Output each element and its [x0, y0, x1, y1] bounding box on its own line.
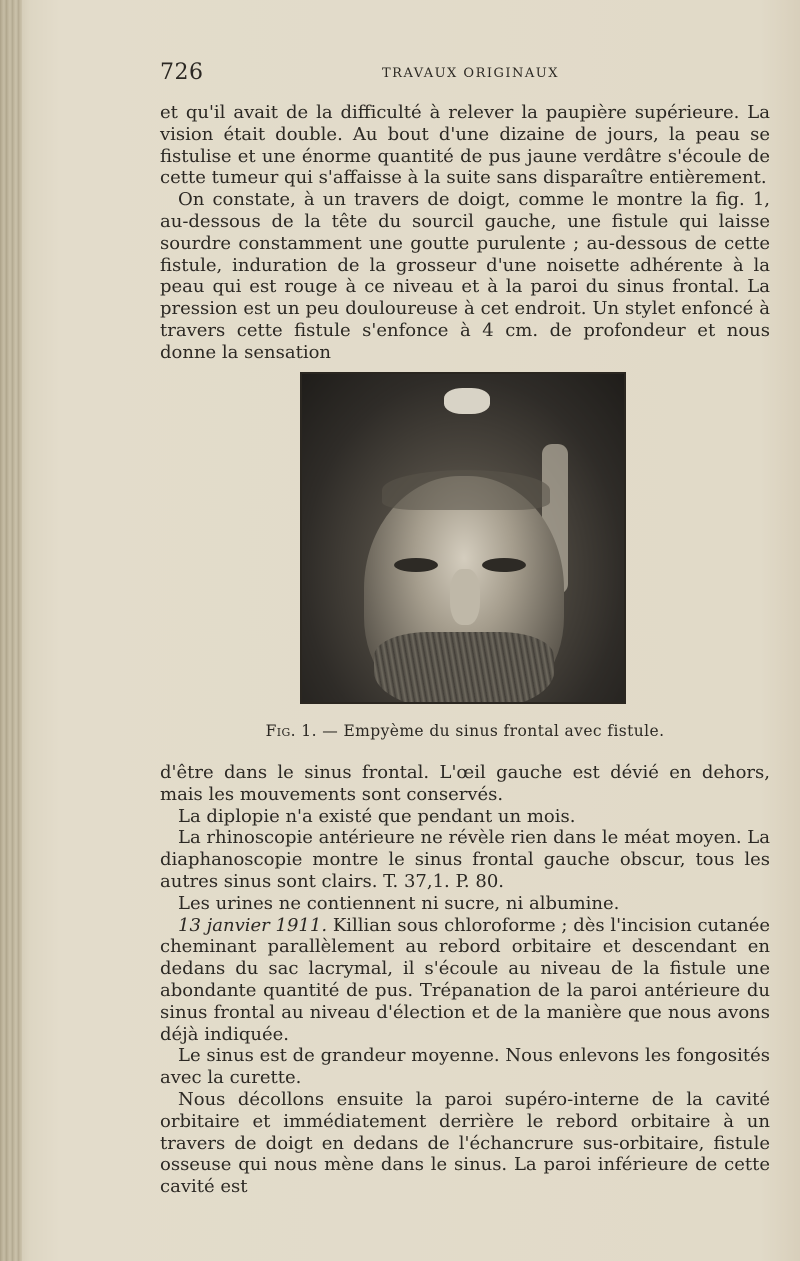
paragraph: Le sinus est de grandeur moyenne. Nous enlevons les fongosités avec la curette.: [160, 1045, 770, 1089]
paragraph: d'être dans le sinus frontal. L'œil gauche est dévié en dehors, mais les mouvements sont conservés.: [160, 762, 770, 805]
paragraph: et qu'il avait de la difficulté à relever la paupière supérieure. La vision était double. Au bout d'une dizaine de jours, la peau se fistulise et une énorme quantité de pus jaune verdâtre s'écoule de cette tumeur qui s'affaisse à la suite sans disparaître entièrement.: [160, 102, 770, 189]
paragraph: La diplopie n'a existé que pendant un mois.: [178, 805, 576, 827]
dated-paragraph: [160, 915, 770, 1046]
page-binding: [0, 0, 22, 1261]
paragraph: La rhinoscopie antérieure ne révèle rien dans le méat moyen. La diaphanoscopie montre le sinus frontal gauche obscur, tous les autres sinus sont clairs. T. 37,1. P. 80.: [160, 827, 770, 892]
background-lamp: [444, 388, 490, 414]
figure-caption: [160, 722, 770, 740]
patient-right-eye: [482, 558, 526, 572]
patient-photograph: [300, 372, 626, 704]
body-text-top: [160, 102, 770, 364]
page-number: 726: [160, 60, 204, 85]
figure-caption-text: — Empyème du sinus frontal avec fistule.: [322, 722, 665, 740]
entry-date: 13 janvier 1911.: [178, 914, 328, 936]
entry-text: Killian sous chloroforme ; dès l'incision cutanée cheminant parallèlement au rebord orbitaire et descendant en dedans du sac lacrymal, il s'écoule au niveau de la fistule une abondante quantité de pus. Trépanation de la paroi antérieure du sinus frontal au niveau d'élection et de la manière que nous avons déjà indiquée.: [160, 914, 770, 1045]
page-header: [160, 56, 770, 96]
patient-hair: [382, 470, 550, 510]
patient-left-eye: [394, 558, 438, 572]
patient-beard: [374, 632, 554, 704]
body-text-bottom: [160, 762, 770, 1198]
figure-label: Fig. 1.: [265, 722, 317, 740]
running-head: TRAVAUX ORIGINAUX: [382, 66, 560, 81]
paragraph: Nous décollons ensuite la paroi supéro-interne de la cavité orbitaire et immédiatement derrière le rebord orbitaire à un travers de doigt en dedans de l'échancrure sus-orbitaire, fistule osseuse qui nous mène dans le sinus. La paroi inférieure de cette cavité est: [160, 1088, 770, 1198]
paragraph: Les urines ne contiennent ni sucre, ni albumine.: [178, 892, 620, 914]
paragraph: On constate, à un travers de doigt, comme le montre la fig. 1, au-dessous de la tête du sourcil gauche, une fistule qui laisse sourdre constamment une goutte purulente ; au-dessous de cette fistule, induration de la grosseur d'une noisette adhérente à la peau qui est rouge à ce niveau et à la paroi du sinus frontal. La pression est un peu douloureuse à cet endroit. Un stylet enfoncé à travers cette fistule s'enfonce à 4 cm. de profondeur et nous donne la sensation: [160, 189, 770, 363]
patient-nose: [450, 569, 480, 625]
